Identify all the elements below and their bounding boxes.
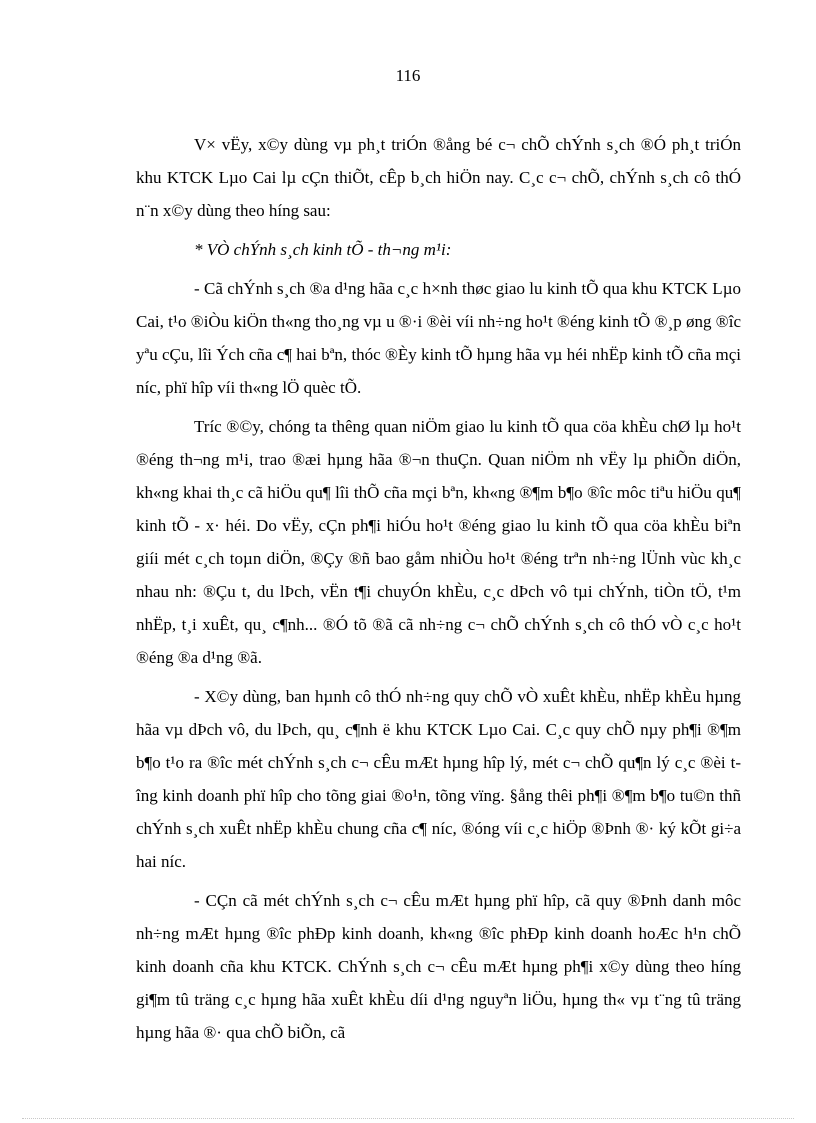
paragraph-intro: V× vËy, x©y dùng vµ ph¸t triÓn ®ång bé c¬ chÕ chÝnh s¸ch ®Ó ph¸t triÓn khu KTCK Lµo Cai lµ cÇn thiÕt, cÊp b¸ch hiÖn nay. C¸c c¬ chÕ, chÝnh s¸ch cô thÓ n¨n x©y dùng theo híng sau: xyxy=(136,135,741,220)
page-number: 116 xyxy=(395,66,421,85)
section-heading-economic-trade-policy: * VÒ chÝnh s¸ch kinh tÕ - th¬ng m¹i: xyxy=(194,240,452,259)
document-body xyxy=(136,128,741,1055)
page-bottom-divider xyxy=(22,1118,794,1119)
paragraph-previous-concept: Tríc ®©y, chóng ta thêng quan niÖm giao lu kinh tÕ qua cöa khÈu chØ lµ ho¹t ®éng th¬ng m¹i, trao ®æi hµng hãa ®¬n thuÇn. Quan niÖm nh vËy lµ phiÕn diÖn, kh«ng khai th¸c cã hiÖu qu¶ lîi thÕ cña mçi bªn, kh«ng ®¶m b¶o ®îc môc tiªu hiÖu qu¶ kinh tÕ - x· héi. Do vËy, cÇn ph¶i hiÓu ho¹t ®éng giao lu kinh tÕ qua cöa khÈu biªn giíi mét c¸ch toµn diÖn, ®Çy ®ñ bao gåm nhiÒu ho¹t ®éng trªn nh÷ng lÜnh vùc kh¸c nhau nh: ®Çu t, du lÞch, vËn t¶i chuyÓn khÈu, c¸c dÞch vô tµi chÝnh, tiÒn tÖ, t¹m nhËp, t¸i xuÊt, qu¸ c¶nh... ®Ó tõ ®ã cã nh÷ng c¬ chÕ chÝnh s¸ch cô thÓ vÒ c¸c ho¹t ®éng ®a d¹ng ®ã. xyxy=(136,417,741,667)
paragraph-commodity-structure: - CÇn cã mét chÝnh s¸ch c¬ cÊu mÆt hµng phï hîp, cã quy ®Þnh danh môc nh÷ng mÆt hµng ®îc phÐp kinh doanh, kh«ng ®îc phÐp kinh doanh hoÆc h¹n chÕ kinh doanh cña khu KTCK. ChÝnh s¸ch c¬ cÊu mÆt hµng ph¶i x©y dùng theo híng gi¶m tû träng c¸c hµng hãa xuÊt khÈu díi d¹ng nguyªn liÖu, hµng th« vµ t¨ng tû träng hµng hãa ®· qua chÕ biÕn, cã xyxy=(136,891,741,1042)
paragraph-diversify-trade: - Cã chÝnh s¸ch ®a d¹ng hãa c¸c h×nh thøc giao lu kinh tÕ qua khu KTCK Lµo Cai, t¹o ®iÒu kiÖn th«ng tho¸ng vµ u ®·i ®èi víi nh÷ng ho¹t ®éng kinh tÕ ®¸p øng ®îc yªu cÇu, lîi Ých cña c¶ hai bªn, thóc ®Èy kinh tÕ hµng hãa vµ héi nhËp kinh tÕ cña mçi níc, phï hîp víi th«ng lÖ quèc tÕ. xyxy=(136,279,741,397)
paragraph-build-regulations: - X©y dùng, ban hµnh cô thÓ nh÷ng quy chÕ vÒ xuÊt khÈu, nhËp khÈu hµng hãa vµ dÞch vô, du lÞch, qu¸ c¶nh ë khu KTCK Lµo Cai. C¸c quy chÕ nµy ph¶i ®¶m b¶o t¹o ra ®îc mét chÝnh s¸ch c¬ cÊu mÆt hµng hîp lý, mét c¬ chÕ qu¶n lý c¸c ®èi tîng kinh doanh phï hîp cho tõng giai ®o¹n, tõng vïng. §ång thêi ph¶i ®¶m b¶o tu©n thñ chÝnh s¸ch xuÊt nhËp khÈu chung cña c¶ níc, ®óng víi c¸c hiÖp ®Þnh ®· ký kÕt gi÷a hai níc. xyxy=(136,687,741,871)
